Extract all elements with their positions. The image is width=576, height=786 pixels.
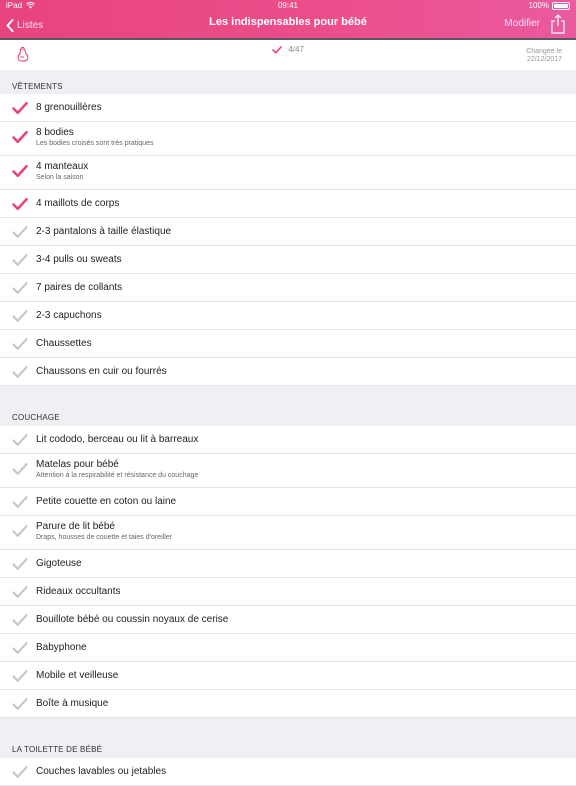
checklist-item[interactable] (0, 122, 576, 156)
checked-icon[interactable] (12, 130, 28, 144)
unchecked-icon[interactable] (12, 697, 28, 711)
unchecked-icon[interactable] (12, 585, 28, 599)
checklist-item[interactable] (0, 330, 576, 358)
item-label: 7 paires de collants (36, 282, 123, 293)
item-label: 4 maillots de corps (36, 198, 120, 209)
progress-indicator (0, 45, 576, 54)
checklist-item[interactable] (0, 606, 576, 634)
checklist-item[interactable] (0, 550, 576, 578)
checklist-item[interactable] (0, 454, 576, 488)
page-title: Les indispensables pour bébé (209, 16, 367, 28)
item-note: Attention à la respirabilité et résistance du couchage (36, 472, 199, 479)
unchecked-icon[interactable] (12, 253, 28, 267)
changed-date: 22/12/2017 (526, 56, 562, 63)
checklist-item[interactable] (0, 516, 576, 550)
section-header-la-toilette-de-bebe: LA TOILETTE DE BÉBÉ (0, 733, 576, 758)
checklist-item[interactable] (0, 662, 576, 690)
section-spacer (0, 386, 576, 401)
device-name: iPad (6, 1, 23, 10)
item-label: Couches lavables ou jetables (36, 766, 167, 777)
item-label: Bouillote bébé ou coussin noyaux de cerise (36, 614, 229, 625)
section-header-vetements: VÊTEMENTS (0, 70, 576, 94)
item-note: Draps, housses de couette et taies d'oreiller (36, 534, 172, 541)
checklist-item[interactable] (0, 218, 576, 246)
edit-button[interactable]: Modifier (504, 18, 540, 29)
unchecked-icon[interactable] (12, 765, 28, 779)
unchecked-icon[interactable] (12, 613, 28, 627)
unchecked-icon[interactable] (12, 669, 28, 683)
item-label: Chaussons en cuir ou fourrés (36, 366, 167, 377)
item-label: 8 bodies (36, 127, 74, 138)
checklist (0, 70, 576, 786)
unchecked-icon[interactable] (12, 524, 28, 538)
item-label: Lit cododo, berceau ou lit à barreaux (36, 434, 199, 445)
unchecked-icon[interactable] (12, 309, 28, 323)
battery-icon (552, 2, 570, 10)
item-label: Gigoteuse (36, 558, 82, 569)
checklist-item[interactable] (0, 426, 576, 454)
item-label: Chaussettes (36, 338, 92, 349)
share-icon[interactable] (550, 14, 566, 34)
unchecked-icon[interactable] (12, 281, 28, 295)
unchecked-icon[interactable] (12, 462, 28, 476)
check-icon (272, 46, 282, 54)
checklist-item[interactable] (0, 578, 576, 606)
unchecked-icon[interactable] (12, 433, 28, 447)
battery-status (529, 0, 570, 12)
item-label: Boîte à musique (36, 698, 109, 709)
item-label: 2-3 pantalons à taille élastique (36, 226, 172, 237)
status-time: 09:41 (277, 1, 299, 10)
item-label: Parure de lit bébé (36, 521, 115, 532)
unchecked-icon[interactable] (12, 225, 28, 239)
item-note: Selon la saison (36, 174, 84, 181)
item-note: Les bodies croisés sont très pratiques (36, 140, 154, 147)
header-bar (0, 0, 576, 38)
item-label: 4 manteaux (36, 161, 89, 172)
item-label: 8 grenouillères (36, 102, 102, 113)
item-label: Mobile et veilleuse (36, 670, 119, 681)
checklist-item[interactable] (0, 156, 576, 190)
item-label: Rideaux occultants (36, 586, 121, 597)
checklist-item[interactable] (0, 94, 576, 122)
unchecked-icon[interactable] (12, 641, 28, 655)
back-label: Listes (17, 19, 44, 31)
checklist-item[interactable] (0, 274, 576, 302)
section-header-couchage: COUCHAGE (0, 401, 576, 426)
checklist-item[interactable] (0, 358, 576, 386)
item-label: Petite couette en coton ou laine (36, 496, 177, 507)
checklist-item[interactable] (0, 634, 576, 662)
navigation-bar (0, 12, 576, 38)
checked-icon[interactable] (12, 197, 28, 211)
checklist-item[interactable] (0, 758, 576, 786)
checklist-item[interactable] (0, 246, 576, 274)
item-label: 3-4 pulls ou sweats (36, 254, 122, 265)
checklist-item[interactable] (0, 190, 576, 218)
list-info-bar (0, 40, 576, 70)
unchecked-icon[interactable] (12, 495, 28, 509)
progress-count: 4/47 (288, 45, 304, 54)
checklist-item[interactable] (0, 690, 576, 718)
battery-percent: 100% (528, 1, 549, 10)
unchecked-icon[interactable] (12, 365, 28, 379)
status-bar (0, 0, 576, 12)
item-label: Matelas pour bébé (36, 459, 119, 470)
unchecked-icon[interactable] (12, 557, 28, 571)
last-modified (526, 48, 562, 64)
checklist-item[interactable] (0, 302, 576, 330)
checked-icon[interactable] (12, 101, 28, 115)
checked-icon[interactable] (12, 164, 28, 178)
item-label: 2-3 capuchons (36, 310, 102, 321)
changed-label: Changée le (526, 48, 562, 55)
item-label: Babyphone (36, 642, 87, 653)
section-spacer (0, 718, 576, 733)
unchecked-icon[interactable] (12, 337, 28, 351)
checklist-item[interactable] (0, 488, 576, 516)
